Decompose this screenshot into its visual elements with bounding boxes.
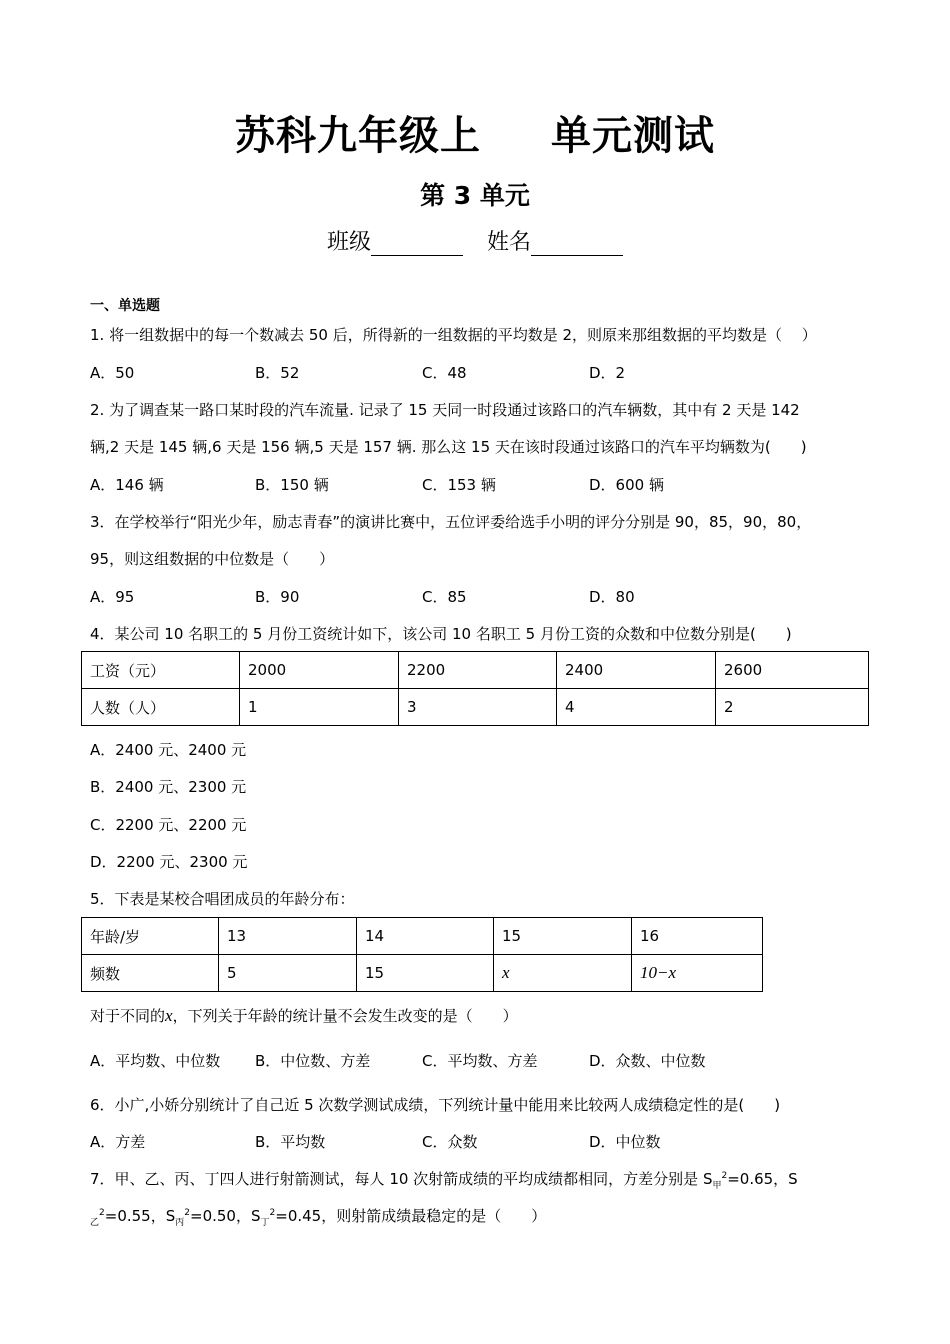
q7-line1-post: =0.65，S — [727, 1170, 798, 1188]
q1-option-c: C．48 — [422, 364, 467, 382]
class-blank[interactable] — [371, 233, 463, 256]
q2-option-b: B．150 辆 — [255, 476, 329, 494]
table-row — [82, 652, 869, 689]
q7-sup-ding: 2 — [269, 1208, 276, 1218]
q2-option-d: D．600 辆 — [589, 476, 664, 494]
q3-option-a: A．95 — [90, 588, 135, 606]
question-2-text-line1: 2. 为了调查某一路口某时段的汽车流量. 记录了 15 天同一时段通过该路口的汽车辆数，其中有 2 天是 142 — [90, 401, 800, 419]
question-2-text-line2: 辆,2 天是 145 辆,6 天是 156 辆,5 天是 157 辆. 那么这 15 天在该时段通过该路口的汽车平均辆数为( ) — [90, 438, 807, 456]
q2-option-c: C．153 辆 — [422, 476, 496, 494]
q7-val-bing: =0.50，S — [190, 1207, 261, 1225]
salary-table — [81, 651, 869, 726]
q1-option-b: B．52 — [255, 364, 300, 382]
q2-option-a: A．146 辆 — [90, 476, 164, 494]
age-table — [81, 917, 763, 992]
title-part1: 苏科九年级上 — [235, 113, 481, 159]
q7-val-ding: =0.45，则射箭成绩最稳定的是（ ） — [275, 1207, 547, 1225]
q7-sub-ding: 丁 — [260, 1218, 270, 1228]
q1-option-a: A．50 — [90, 364, 135, 382]
page-title — [0, 104, 950, 161]
table-cell: 15 — [357, 955, 494, 992]
page-subtitle: 第 3 单元 — [420, 181, 530, 210]
name-blank[interactable] — [531, 233, 623, 256]
q7-sub-bing: 丙 — [175, 1218, 185, 1228]
question-3-text-line2: 95，则这组数据的中位数是（ ） — [90, 550, 335, 568]
q4-option-a: A．2400 元、2400 元 — [90, 741, 247, 759]
table-row — [82, 918, 763, 955]
q5-variable-x: x — [165, 1006, 173, 1025]
question-7-text-line1 — [90, 1168, 798, 1191]
table-cell: 13 — [219, 918, 357, 955]
q1-option-d: D．2 — [589, 364, 626, 382]
question-5-text-after — [90, 1005, 518, 1026]
question-1-text: 1. 将一组数据中的每一个数减去 50 后，所得新的一组数据的平均数是 2，则原来那组数据的平均数是（ ） — [90, 326, 817, 344]
q7-sup-jia: 2 — [721, 1171, 728, 1181]
table-cell: 14 — [357, 918, 494, 955]
table-cell: 2600 — [716, 652, 869, 689]
question-7-text-line2 — [90, 1205, 546, 1228]
class-name-line — [0, 225, 950, 256]
q6-option-b: B．平均数 — [255, 1133, 326, 1151]
table-cell: 2000 — [240, 652, 399, 689]
q5-option-d: D．众数、中位数 — [589, 1052, 706, 1070]
question-6-text: 6．小广,小娇分别统计了自己近 5 次数学测试成绩，下列统计量中能用来比较两人成绩稳定性的是( ) — [90, 1096, 781, 1114]
table-cell: 年龄/岁 — [82, 918, 219, 955]
table-cell: 频数 — [82, 955, 219, 992]
q7-sub-yi: 乙 — [90, 1218, 100, 1228]
table-cell: 3 — [399, 689, 557, 726]
q3-option-d: D．80 — [589, 588, 635, 606]
q6-option-c: C．众数 — [422, 1133, 478, 1151]
table-cell: 4 — [557, 689, 716, 726]
q7-sup-bing: 2 — [184, 1208, 190, 1218]
q7-sub-jia: 甲 — [712, 1181, 722, 1191]
q4-option-c: C．2200 元、2200 元 — [90, 816, 247, 834]
question-5-text: 5．下表是某校合唱团成员的年龄分布： — [90, 890, 355, 908]
table-row — [82, 689, 869, 726]
name-label: 姓名 — [487, 230, 532, 255]
q3-option-b: B．90 — [255, 588, 300, 606]
table-cell: 5 — [219, 955, 357, 992]
q5-option-c: C．平均数、方差 — [422, 1052, 538, 1070]
question-3-text-line1: 3．在学校举行“阳光少年，励志青春”的演讲比赛中，五位评委给选手小明的评分分别是 90，85，90，80， — [90, 513, 812, 531]
q5-after-pre: 对于不同的 — [90, 1007, 166, 1025]
table-cell: 1 — [240, 689, 399, 726]
q5-after-post: ，下列关于年龄的统计量不会发生改变的是（ ） — [172, 1007, 518, 1025]
class-label: 班级 — [326, 230, 371, 255]
table-cell: 人数（人） — [82, 689, 240, 726]
table-cell: 10−x — [632, 955, 763, 992]
table-cell: 2400 — [557, 652, 716, 689]
table-cell: 2200 — [399, 652, 557, 689]
question-4-text: 4．某公司 10 名职工的 5 月份工资统计如下，该公司 10 名职工 5 月份工资的众数和中位数分别是( ) — [90, 625, 792, 643]
table-cell: 2 — [716, 689, 869, 726]
q3-option-c: C．85 — [422, 588, 467, 606]
table-cell: x — [494, 955, 632, 992]
table-row — [82, 955, 763, 992]
table-cell: 15 — [494, 918, 632, 955]
q6-option-a: A．方差 — [90, 1133, 146, 1151]
q5-option-b: B．中位数、方差 — [255, 1052, 371, 1070]
title-part2: 单元测试 — [551, 113, 715, 159]
q7-line1-pre: 7．甲、乙、丙、丁四人进行射箭测试，每人 10 次射箭成绩的平均成绩都相同，方差分别是 S — [90, 1170, 713, 1188]
q4-option-b: B．2400 元、2300 元 — [90, 778, 247, 796]
q6-option-d: D．中位数 — [589, 1133, 661, 1151]
table-cell: 工资（元） — [82, 652, 240, 689]
q4-option-d: D．2200 元、2300 元 — [90, 853, 248, 871]
q5-option-a: A．平均数、中位数 — [90, 1052, 221, 1070]
section-title: 一、单选题 — [90, 298, 160, 314]
q7-val-yi: =0.55，S — [104, 1207, 176, 1225]
table-cell: 16 — [632, 918, 763, 955]
q7-sup-yi: 2 — [99, 1208, 105, 1218]
